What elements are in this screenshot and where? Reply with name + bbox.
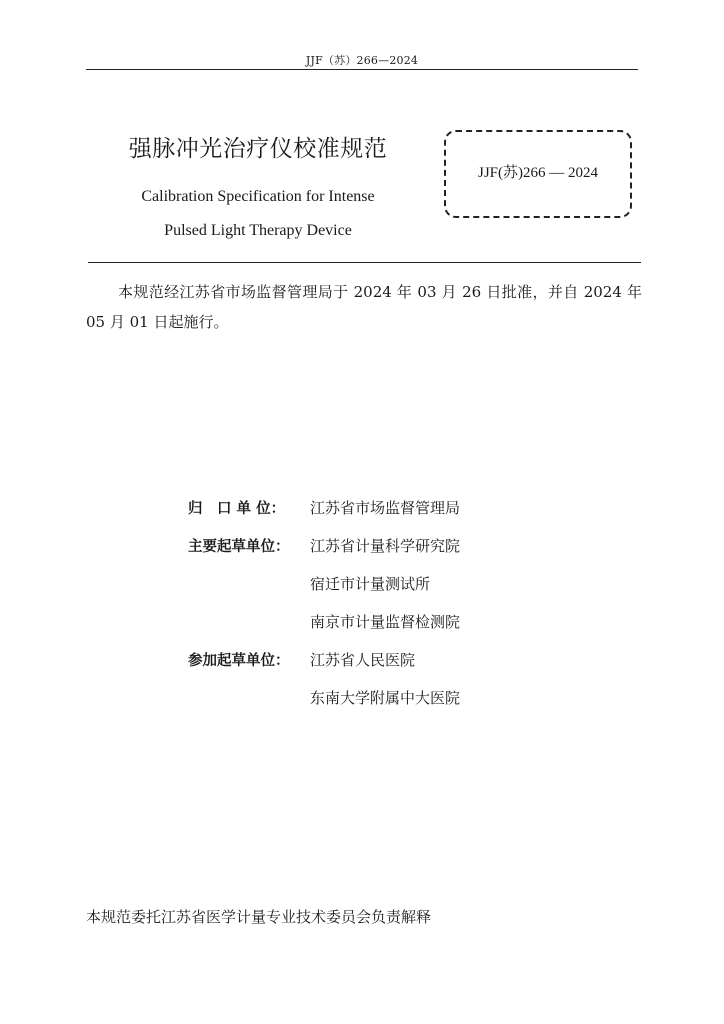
org-row-participating — [188, 640, 608, 678]
organizations-block — [188, 488, 608, 716]
org-row-main-drafting — [188, 564, 608, 602]
interpretation-note: 本规范委托江苏省医学计量专业技术委员会负责解释 — [86, 908, 432, 926]
title-english-line1: Calibration Specification for Intense — [141, 188, 375, 205]
main-drafting-label: 主要起草单位： — [188, 538, 290, 555]
org-row-participating — [188, 678, 608, 716]
main-drafting-unit: 宿迁市计量测试所 — [310, 574, 431, 593]
responsible-unit: 江苏省市场监督管理局 — [310, 498, 461, 517]
org-row-responsible — [188, 488, 608, 526]
header-divider — [86, 69, 638, 70]
main-drafting-unit: 南京市计量监督检测院 — [310, 612, 461, 631]
spec-code-box — [444, 130, 632, 218]
title-chinese: 强脉冲光治疗仪校准规范 — [128, 136, 388, 162]
participating-unit: 江苏省人民医院 — [310, 650, 416, 669]
participating-label: 参加起草单位： — [188, 652, 290, 669]
approval-statement: 本规范经江苏省市场监督管理局于 2024 年 03 月 26 日批准，并自 2024 年 05 月 01 日起施行。 — [86, 283, 642, 331]
body-divider — [88, 262, 641, 263]
header-spec-code: JJF（苏）266—2024 — [305, 54, 419, 67]
main-drafting-unit: 江苏省计量科学研究院 — [310, 536, 461, 555]
participating-unit: 东南大学附属中大医院 — [310, 688, 461, 707]
responsible-unit-label: 归 口 单 位： — [188, 500, 286, 517]
org-row-main-drafting — [188, 602, 608, 640]
org-row-main-drafting — [188, 526, 608, 564]
title-english-line2: Pulsed Light Therapy Device — [164, 222, 352, 239]
spec-code-box-text: JJF(苏)266 — 2024 — [477, 165, 598, 181]
